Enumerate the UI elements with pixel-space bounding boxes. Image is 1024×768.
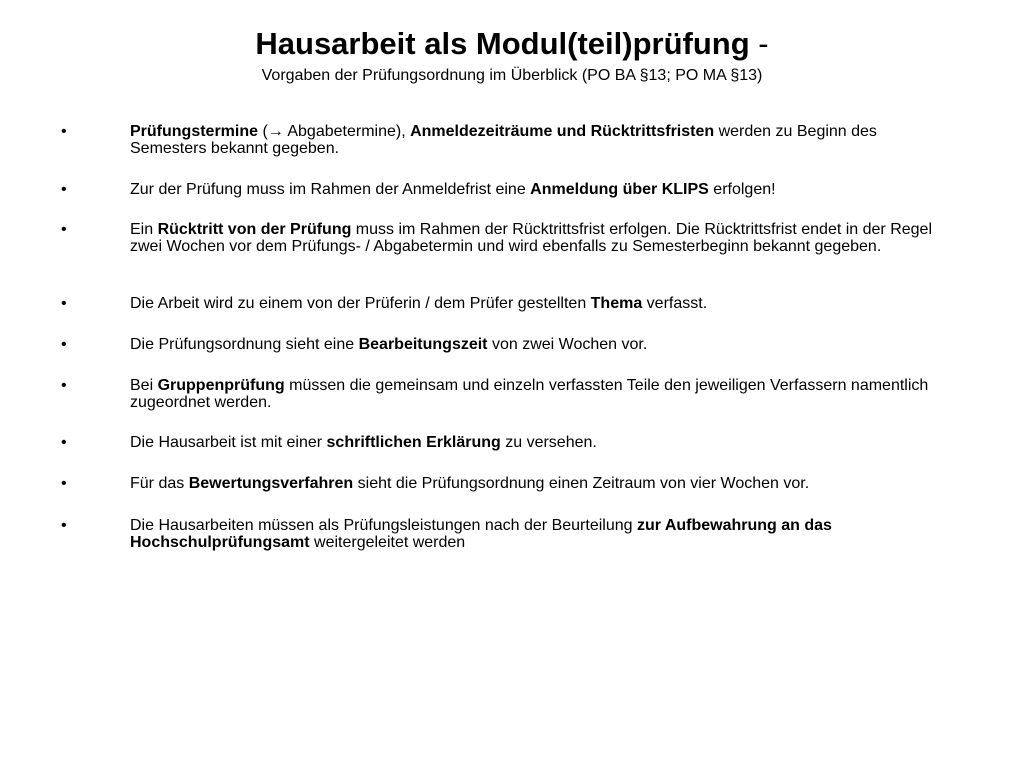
bullet-dot-icon: • — [61, 123, 67, 140]
bold-text-run: Anmeldezeiträume und Rücktrittsfristen — [410, 123, 715, 140]
text-run: werden zu Beginn des Semesters bekannt gegeben. — [130, 123, 877, 157]
slide-subtitle: Vorgaben der Prüfungsordnung im Überblick (PO BA §13; PO MA §13) — [261, 67, 763, 84]
bold-text-run: Prüfungstermine — [130, 123, 259, 140]
bullet-dot-icon: • — [61, 434, 67, 451]
text-run: muss im Rahmen der Rücktrittsfrist erfolgen. Die Rücktrittsfrist endet in der Regel zwei Wochen vor dem Prüfungs- / Abgabetermin und wird ebenfalls zu Semesterbeginn bekannt gegeben. — [130, 221, 932, 255]
text-run: erfolgen! — [708, 181, 776, 198]
bullet-text — [130, 517, 950, 551]
bullet-text — [130, 475, 950, 492]
bullet-text — [130, 181, 950, 198]
bold-text-run: Anmeldung über KLIPS — [530, 181, 709, 198]
bold-text-run: Thema — [590, 295, 643, 312]
text-run: Die Hausarbeit ist mit einer — [130, 434, 327, 451]
bullet-dot-icon: • — [61, 295, 67, 312]
text-run: Die Hausarbeiten müssen als Prüfungsleistungen nach der Beurteilung — [130, 517, 637, 534]
bold-text-run: Bewertungsverfahren — [188, 475, 354, 492]
bullet-dot-icon: • — [61, 517, 67, 534]
text-run: Die Arbeit wird zu einem von der Prüferin / dem Prüfer gestellten — [130, 295, 591, 312]
text-run: (→ Abgabetermine), — [258, 123, 411, 140]
bullet-dot-icon: • — [61, 221, 67, 238]
bullet-text — [130, 377, 950, 411]
bold-text-run: Gruppenprüfung — [157, 377, 285, 394]
text-run: zu versehen. — [500, 434, 597, 451]
bold-text-run: Bearbeitungszeit — [358, 336, 488, 353]
bold-text-run: zur Aufbewahrung an das Hochschulprüfungsamt — [130, 517, 832, 551]
bullet-dot-icon: • — [61, 475, 67, 492]
text-run: weitergeleitet werden — [309, 534, 466, 551]
bullet-dot-icon: • — [61, 181, 67, 198]
text-run: sieht die Prüfungsordnung einen Zeitraum von vier Wochen vor. — [353, 475, 810, 492]
text-run: müssen die gemeinsam und einzeln verfassten Teile den jeweiligen Verfassern namentlich zugeordnet werden. — [130, 377, 929, 411]
bullet-text — [130, 336, 950, 353]
bold-text-run: Rücktritt von der Prüfung — [157, 221, 352, 238]
slide-title-text: Hausarbeit als Modul(teil)prüfung — [255, 26, 750, 61]
bullet-dot-icon: • — [61, 377, 67, 394]
bullet-text — [130, 221, 950, 255]
text-run: Für das — [130, 475, 189, 492]
bold-text-run: schriftlichen Erklärung — [326, 434, 501, 451]
text-run: verfasst. — [642, 295, 708, 312]
text-run: Die Prüfungsordnung sieht eine — [130, 336, 359, 353]
bullet-text — [130, 123, 950, 157]
text-run: Ein — [130, 221, 158, 238]
slide-title-dash: - — [758, 26, 769, 61]
text-run: Bei — [130, 377, 158, 394]
text-run: Zur der Prüfung muss im Rahmen der Anmeldefrist eine — [130, 181, 531, 198]
bullet-text — [130, 434, 950, 451]
bullet-text — [130, 295, 950, 312]
bullet-dot-icon: • — [61, 336, 67, 353]
text-run: von zwei Wochen vor. — [487, 336, 648, 353]
